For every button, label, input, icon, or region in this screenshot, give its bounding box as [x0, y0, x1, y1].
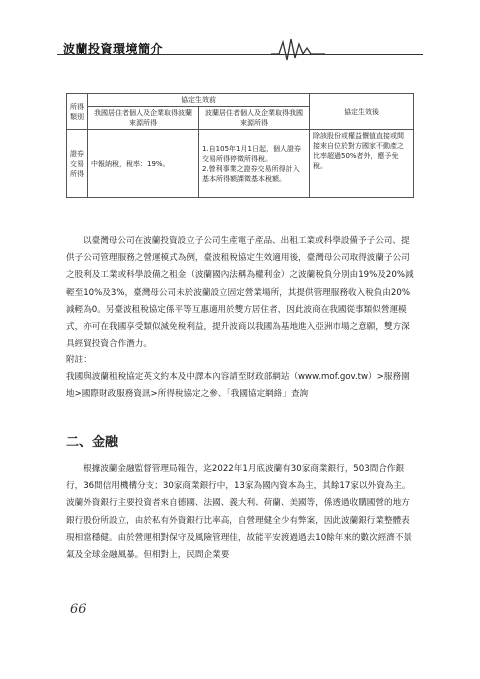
finance-paragraph: 根據波蘭金融監督管理局報告，迄2022年1月底波蘭有30家商業銀行，503間合作銀行，36間信用機構分支；30家商業銀行中，13家為國內資本為主，其餘17家以外資為主。波蘭外資銀行主要投資者來自德國、法國、義大利、荷蘭、美國等，係透過收購國營的地方銀行股份所設立，由於私有外資銀行比率高，自營理健全少有弊案，因此波蘭銀行業整體表現相當穩健。由於營運相對保守及風險管理佳，故能平安渡過過去10餘年來的數次經濟不景氣及全球金融風暴。但相對上，民間企業要	[66, 464, 413, 561]
page-number: 66	[70, 602, 87, 617]
taiwan-resident-header: 我國居住者個人及企業取得波蘭來源所得	[88, 107, 199, 130]
poland-resident-cell: 1.自105年1月1日起，個人證券交易所得停徵所得稅。 2.營利事業之證券交易所得計入基本所得額課徵基本稅額。	[199, 130, 310, 198]
body-paragraph: 以臺灣母公司在波蘭投資設立子公司生產電子產品、出租工業或科學設備予子公司、提供子公司管理服務之營運模式為例，臺波租稅協定生效適用後，臺灣母公司取得波蘭子公司之股利及工業或科學設備之租金（波蘭國內法稱為權利金）之波蘭稅負分別由19%及20%減輕至10%及3%，臺灣母公司未於波蘭設立固定營業場所，其提供管理服務收入稅負由20%減輕為0。另臺波租稅協定係平等互惠適用於雙方居住者，因此波商在我國從事類似營運模式，亦可在我國享受類似減免稅利益，提升波商以我國為基地進入亞洲市場之意願，雙方深具經貿投資合作潛力。	[66, 236, 414, 350]
page-header	[57, 34, 423, 64]
poland-resident-header: 波蘭居住者個人及企業取得我國來源所得	[199, 107, 310, 130]
after-treaty-cell: 除該股份或權益價值直接或間接來自位於對方國家不動產之比率超過50%者外，應予免稅。	[310, 130, 414, 198]
securities-income-label: 證券交易所得	[67, 130, 88, 198]
header-rule	[57, 54, 423, 55]
after-treaty-header: 協定生效後	[310, 94, 414, 130]
tax-comparison-table	[66, 93, 414, 198]
income-type-header: 所得類別	[67, 94, 88, 130]
section-title: 二、金融	[66, 435, 119, 450]
before-treaty-header: 協定生效前	[88, 94, 310, 107]
note-label: 附註：	[66, 355, 92, 365]
header-title: 波蘭投資環境簡介	[63, 42, 164, 56]
taiwan-resident-cell: 中報納稅，稅率：19%。	[88, 130, 199, 198]
note-text: 我國與波蘭租稅協定英文約本及中譯本內容請至財政部網站（www.mof.gov.tw）>服務園地>國際財政服務資訊>所得稅協定之參、「我國協定網絡」查詢	[66, 372, 410, 400]
pulse-wave-icon	[271, 36, 325, 62]
